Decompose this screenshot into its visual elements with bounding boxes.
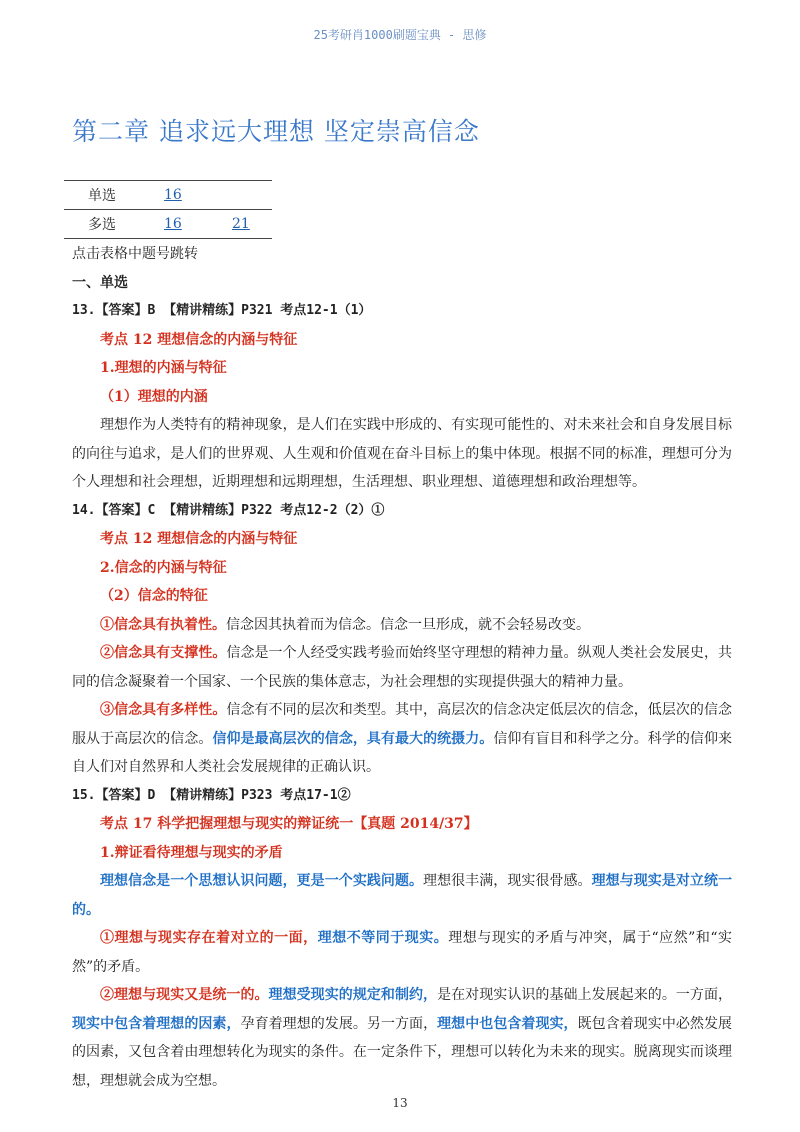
paragraph-14-2: ②信念具有支撑性。信念是一个人经受实践考验而始终坚守理想的精神力量。纵观人类社会发展史，共同的信念凝聚着一个国家、一个民族的集体意志，为社会理想的实现提供强大的精神力量。	[72, 645, 733, 690]
answer-14: 14.【答案】C 【精讲精练】P322 考点12-2（2）①	[72, 502, 385, 518]
nav-link-multi-21[interactable]: 21	[232, 216, 250, 232]
running-header: 25考研肖1000刷题宝典 - 思修	[313, 28, 487, 42]
emph-red: ①理想与现实存在着对立的一面，	[100, 930, 318, 946]
kaodian-15: 考点 17 科学把握理想与现实的辩证统一【真题 2014/37】	[100, 816, 478, 832]
nav-label-single: 单选	[64, 181, 164, 210]
emph-blue: 信仰是最高层次的信念，具有最大的统摄力。	[212, 730, 494, 747]
emph-red: ③信念具有多样性。	[100, 702, 227, 718]
emph-blue: 现实中包含着理想的因素，	[72, 1015, 241, 1032]
kaodian-13: 考点 12 理想信念的内涵与特征	[100, 331, 298, 348]
answer-13: 13.【答案】B 【精讲精练】P321 考点12-1（1）	[72, 303, 372, 318]
paragraph-15-1: 理想信念是一个思想认识问题，更是一个实践问题。理想很丰满，现实很骨感。理想与现实是对立统一的。	[72, 873, 733, 918]
subheading-14-2: （2）信念的特征	[100, 588, 208, 604]
answer-15: 15.【答案】D 【精讲精练】P323 考点17-1②	[72, 787, 351, 803]
subheading-14-1: 2.信念的内涵与特征	[100, 559, 227, 576]
paragraph-15-3: ②理想与现实又是统一的。理想受现实的规定和制约，是在对现实认识的基础上发展起来的。一方面，现实中包含着理想的因素，孕育着理想的发展。另一方面，理想中也包含着现实，既包含着现实中必然发展的因素，又包含着由理想转化为现实的条件。在一定条件下，理想可以转化为未来的现实。脱离现实而谈理想，理想就会成为空想。	[72, 987, 733, 1089]
content	[72, 240, 732, 1095]
nav-row-single	[64, 181, 272, 210]
page-number: 13	[392, 1096, 408, 1110]
emph-blue: 理想不等同于现实。	[317, 930, 449, 946]
emph-red: ②信念具有支撑性。	[100, 645, 227, 661]
kaodian-14: 考点 12 理想信念的内涵与特征	[100, 531, 298, 547]
nav-label-multi: 多选	[88, 217, 116, 233]
question-nav-table	[64, 180, 272, 239]
nav-link-multi-16[interactable]: 16	[164, 216, 182, 232]
subheading-15-1: 1.辩证看待理想与现实的矛盾	[100, 844, 283, 861]
section-heading: 一、单选	[72, 274, 128, 291]
chapter-title: 第二章 追求远大理想 坚定崇高信念	[72, 117, 480, 146]
paragraph-15-2: ①理想与现实存在着对立的一面，理想不等同于现实。理想与现实的矛盾与冲突，属于“应然”和“实然”的矛盾。	[72, 930, 733, 975]
emph-red: ①信念具有执着性。	[100, 616, 226, 633]
paragraph-14-1: ①信念具有执着性。信念因其执着而为信念。信念一旦形成，就不会轻易改变。	[100, 616, 590, 633]
paragraph-14-3: ③信念具有多样性。信念有不同的层次和类型。其中，高层次的信念决定低层次的信念，低层次的信念服从于高层次的信念。信仰是最高层次的信念，具有最大的统摄力。信仰有盲目和科学之分。科学的信仰来自人们对自然界和人类社会发展规律的正确认识。	[72, 702, 733, 775]
subheading-13-2: （1）理想的内涵	[100, 388, 208, 405]
paragraph-13: 理想作为人类特有的精神现象，是人们在实践中形成的、有实现可能性的、对未来社会和自身发展目标的向往与追求，是人们的世界观、人生观和价值观在奋斗目标上的集中体现。根据不同的标准，理想可分为个人理想和社会理想，近期理想和远期理想，生活理想、职业理想、道德理想和政治理想等。	[72, 417, 732, 490]
emph-blue: 理想受现实的规定和制约，	[268, 987, 438, 1003]
nav-row-multi	[64, 210, 272, 239]
nav-link-single-16[interactable]: 16	[164, 187, 182, 203]
emph-blue: 理想中也包含着现实，	[437, 1015, 578, 1032]
emph-red: ②理想与现实又是统一的。	[100, 987, 269, 1003]
jump-hint: 点击表格中题号跳转	[72, 246, 198, 262]
emph-blue: 理想信念是一个思想认识问题，更是一个实践问题。	[100, 873, 424, 889]
subheading-13-1: 1.理想的内涵与特征	[100, 360, 227, 376]
emph-blue: 理想与现实是对立统一的。	[72, 873, 733, 918]
